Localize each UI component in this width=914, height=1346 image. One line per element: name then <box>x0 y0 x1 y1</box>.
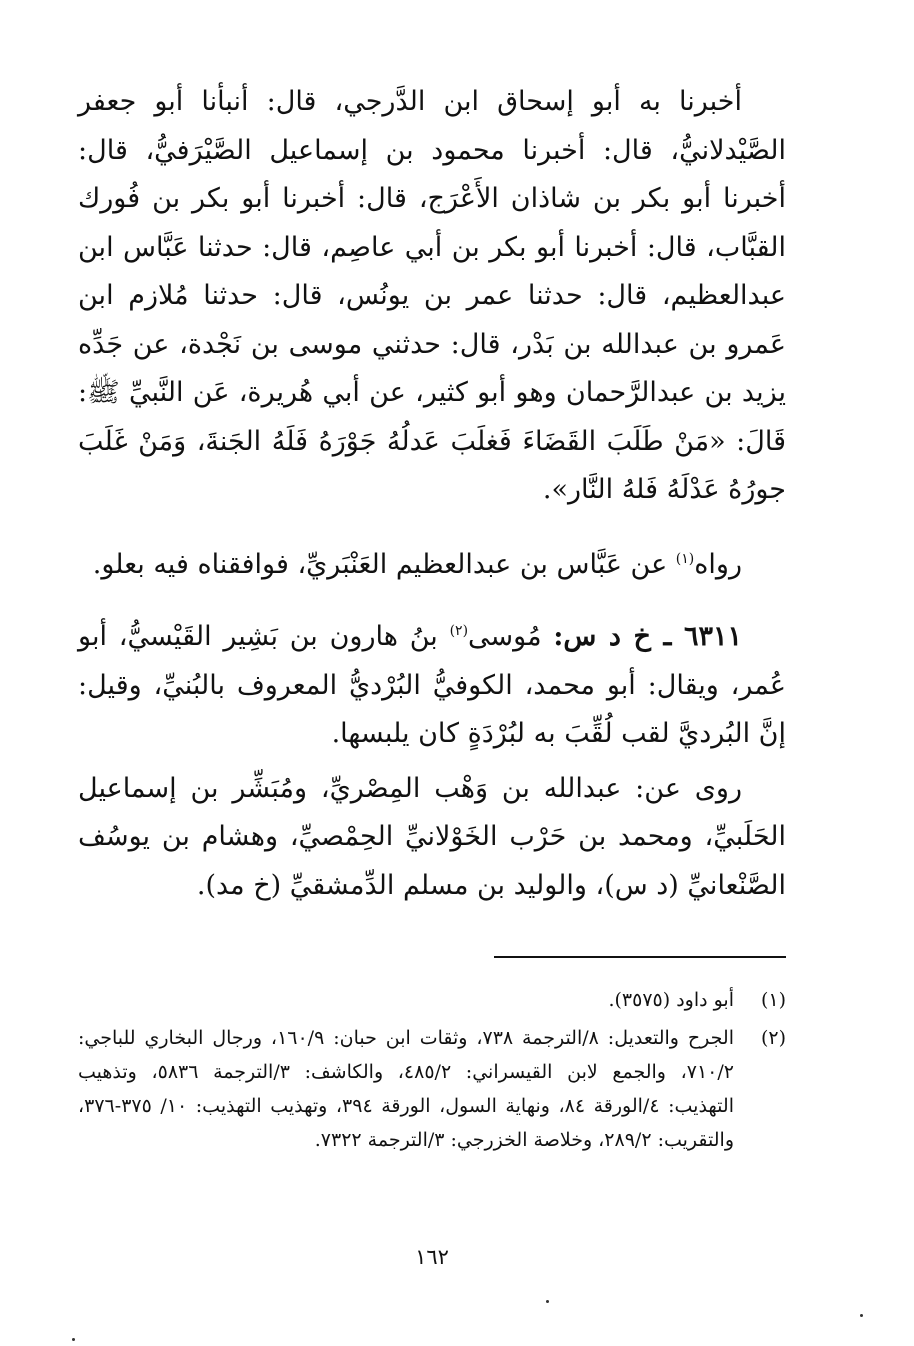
footnote-item <box>78 983 786 1017</box>
footnote-separator <box>494 956 786 958</box>
footnote-marker: (٢) <box>760 1027 786 1049</box>
footnote-ref-1: (١) <box>675 550 695 567</box>
scan-speck <box>72 1338 75 1341</box>
riwaya-rest: عن عَبَّاس بن عبدالعظيم العَنْبَريِّ، فوافقناه فيه بعلو. <box>92 548 676 580</box>
book-page <box>78 78 786 1278</box>
footnote-marker: (١) <box>760 989 786 1011</box>
footnote-ref-2: (٢) <box>449 623 469 639</box>
footnote-item <box>78 1021 786 1157</box>
hadith-paragraph: أخبرنا به أبو إسحاق ابن الدَّرجي، قال: أنبأنا أبو جعفر الصَّيْدلانيُّ، قال: أخبرنا محمود بن إسماعيل الصَّيْرَفيُّ، قال: أخبرنا أبو بكر بن شاذان الأَعْرَج، قال: أخبرنا أبو بكر بن فُورك القبَّاب، قال: أخبرنا أبو بكر بن أبي عاصِم، قال: حدثنا عَبَّاس ابن عبدالعظيم، قال: حدثنا عمر بن يونُس، قال: حدثنا مُلازم ابن عَمرو بن عبدالله بن بَدْر، قال: حدثني موسى بن نَجْدة، عن جَدِّه يزيد بن عبدالرَّحمان وهو أبو كثير، عن أبي هُريرة، عَن النَّبيِّ ﷺ: قَالَ: «مَنْ طَلَبَ القَضَاءَ فَغلَبَ عَدلُهُ جَوْرَهُ فَلَهُ الجَنةَ، وَمَنْ غَلَبَ جورُهُ عَدْلَهُ فَلهُ النَّار». <box>78 86 787 505</box>
riwaya-lead: رواه <box>694 548 742 580</box>
biography-entry <box>78 613 786 759</box>
footnote-text: أبو داود (٣٥٧٥). <box>608 989 734 1011</box>
entry-number: ٦٣١١ ـ خ د س: <box>553 621 743 652</box>
scan-speck <box>860 1314 863 1317</box>
riwaya-paragraph <box>78 541 786 590</box>
footnote-text: الجرح والتعديل: ٨/الترجمة ٧٣٨، وثقات ابن حبان: ١٦٠/٩، ورجال البخاري للباجي: ٧١٠/٢، والجمع لابن القيسراني: ٤٨٥/٢، والكاشف: ٣/الترجمة ٥٨٣٦، وتذهيب التهذيب: ٤/الورقة ٨٤، ونهاية السول، الورقة ٣٩٤، وتهذيب التهذيب: ١٠/ ٣٧٥-٣٧٦، والتقريب: ٢٨٩/٢، وخلاصة الخزرجي: ٣/الترجمة ٧٣٢٢. <box>78 1027 734 1151</box>
page-number: ١٦٢ <box>415 1245 449 1269</box>
main-text <box>78 78 786 910</box>
entry-rest: بنُ هارون بن بَشِير القَيْسيُّ، أبو عُمر، ويقال: أبو محمد، الكوفيُّ البُرْديُّ المعروف بالبُنيِّ، وقيل: إنَّ البُرديَّ لقب لُقِّبَ به لبُرْدَةٍ كان يلبسها. <box>78 621 786 749</box>
entry-name: مُوسى <box>468 621 554 652</box>
scan-speck <box>546 1300 549 1303</box>
footnotes <box>78 983 786 1161</box>
narrated-from-paragraph: روى عن: عبدالله بن وَهْب المِصْريِّ، ومُبَشِّر بن إسماعيل الحَلَبيِّ، ومحمد بن حَرْب الخَوْلانيِّ الحِمْصيِّ، وهشام بن يوسُف الصَّنْعانيِّ (د س)، والوليد بن مسلم الدِّمشقيِّ (خ مد). <box>78 772 786 901</box>
